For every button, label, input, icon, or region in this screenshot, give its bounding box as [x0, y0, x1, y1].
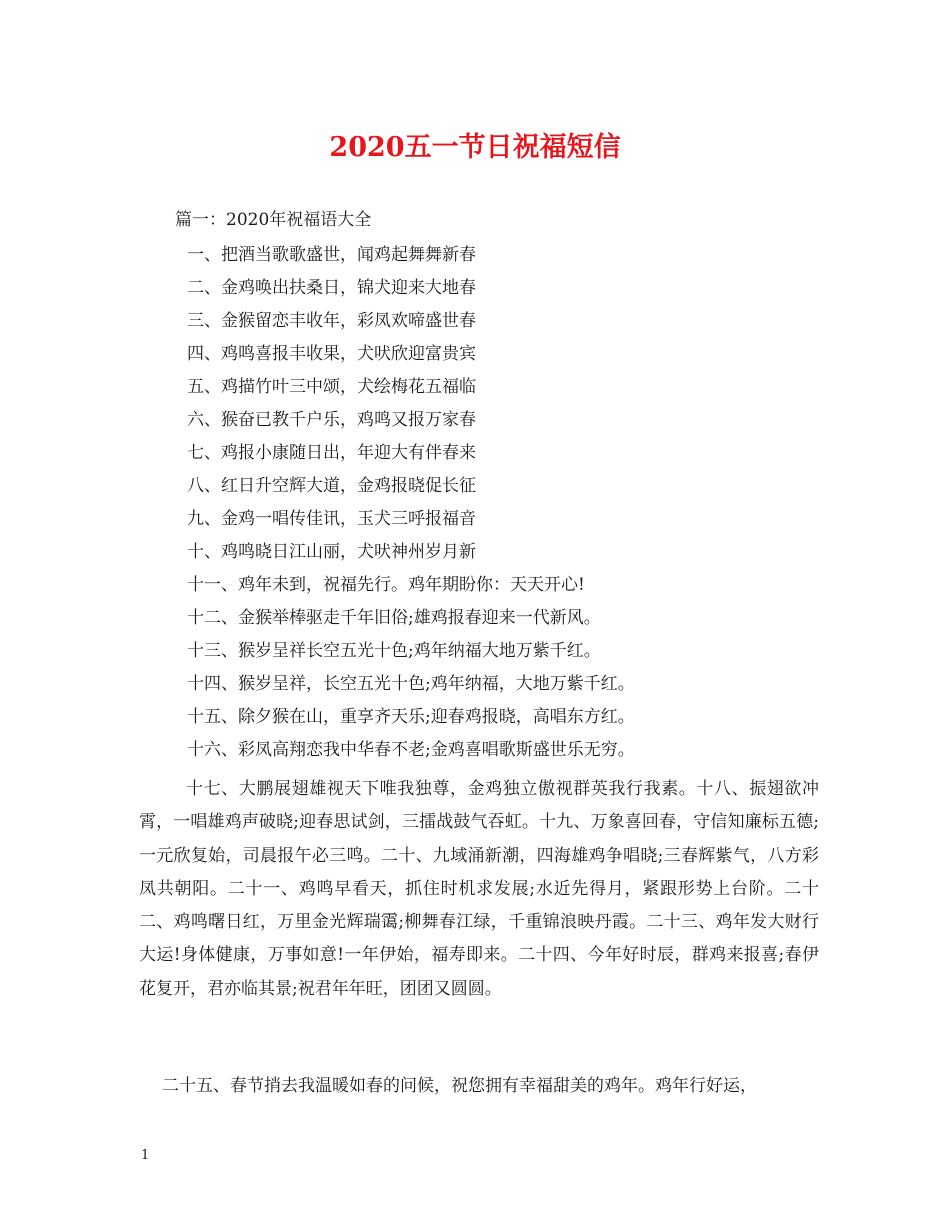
list-item: 九、金鸡一唱传佳讯，玉犬三呼报福音	[187, 509, 476, 529]
list-item: 四、鸡鸣喜报丰收果，犬吠欣迎富贵宾	[187, 344, 476, 364]
list-item: 十、鸡鸣晓日江山丽，犬吠神州岁月新	[187, 542, 476, 562]
list-item: 五、鸡描竹叶三中颂，犬绘梅花五福临	[187, 377, 476, 397]
list-item: 十四、猴岁呈祥，长空五光十色;鸡年纳福，大地万紫千红。	[187, 674, 635, 694]
list-item: 十三、猴岁呈祥长空五光十色;鸡年纳福大地万紫千红。	[187, 641, 601, 661]
page-number: 1	[141, 1148, 150, 1163]
list-item: 六、猴奋已教千户乐，鸡鸣又报万家春	[187, 410, 476, 430]
list-item: 三、金猴留恋丰收年，彩凤欢啼盛世春	[187, 311, 476, 331]
list-item: 二、金鸡唤出扶桑日，锦犬迎来大地春	[187, 278, 476, 298]
list-item: 八、红日升空辉大道，金鸡报晓促长征	[187, 476, 476, 496]
list-item: 一、把酒当歌歌盛世，闻鸡起舞舞新春	[187, 245, 476, 265]
body-paragraph: 十七、大鹏展翅雄视天下唯我独尊，金鸡独立傲视群英我行我素。十八、振翅欲冲霄，一唱雄鸡声破晓;迎春思试剑，三擂战鼓气吞虹。十九、万象喜回春，守信知廉标五德;一元欣复始，司晨报午必三鸣。二十、九域涌新潮，四海雄鸡争唱晓;三春辉紫气，八方彩凤共朝阳。二十一、鸡鸣早看天，抓住时机求发展;水近先得月，紧跟形势上台阶。二十二、鸡鸣曙日红，万里金光辉瑞霭;柳舞春江绿，千重锦浪映丹霞。二十三、鸡年发大财行大运!身体健康，万事如意!一年伊始，福寿即来。二十四、今年好时辰，群鸡来报喜;春伊花复开，君亦临其景;祝君年年旺，团团又圆圆。	[139, 779, 819, 999]
list-item: 十二、金猴举棒驱走千年旧俗;雄鸡报春迎来一代新风。	[187, 608, 601, 628]
body-paragraph: 二十五、春节捎去我温暖如春的问候，祝您拥有幸福甜美的鸡年。鸡年行好运，	[162, 1076, 757, 1096]
list-item: 十一、鸡年未到，祝福先行。鸡年期盼你：天天开心!	[187, 575, 585, 595]
section-heading: 篇一：2020年祝福语大全	[175, 210, 372, 230]
list-item: 七、鸡报小康随日出，年迎大有伴春来	[187, 443, 476, 463]
document-title: 2020五一节日祝福短信	[329, 132, 621, 163]
list-item: 十五、除夕猴在山，重享齐天乐;迎春鸡报晓，高唱东方红。	[187, 707, 635, 727]
list-item: 十六、彩凤高翔恋我中华春不老;金鸡喜唱歌斯盛世乐无穷。	[187, 740, 635, 760]
